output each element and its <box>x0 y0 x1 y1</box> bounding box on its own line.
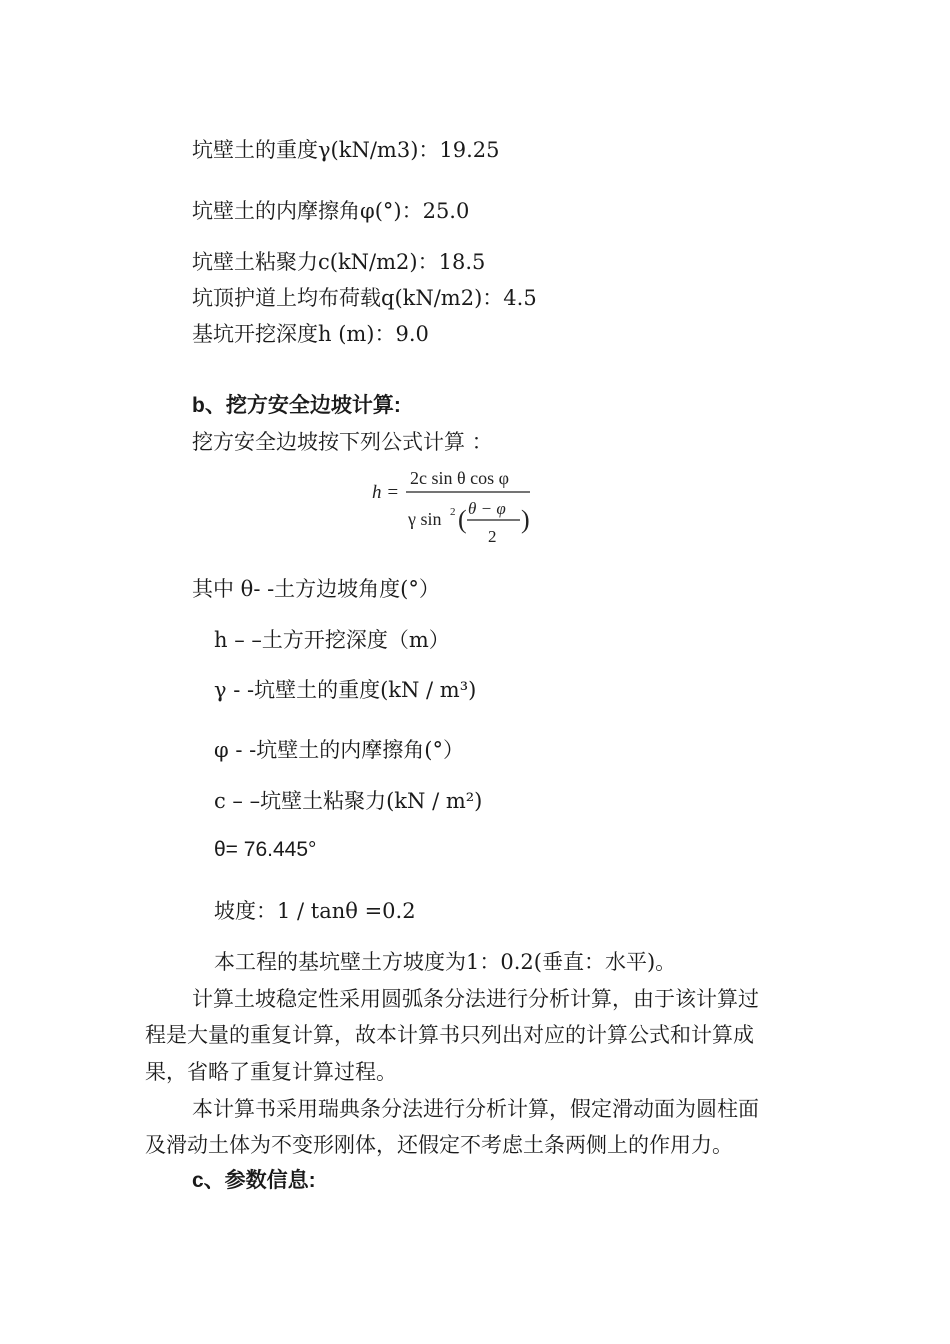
definition-c: c – –坑壁土粘聚力(kN / m²) <box>214 789 483 813</box>
paragraph-2-line-1: 本计算书采用瑞典条分法进行分析计算，假定滑动面为圆柱面 <box>192 1097 759 1121</box>
result-theta: θ= 76.445° <box>214 838 317 861</box>
formula-lhs: h = <box>372 482 400 503</box>
param-q: 坑顶护道上均布荷载q(kN/m2)：4.5 <box>192 286 537 310</box>
section-b-heading: b、挖方安全边坡计算: <box>192 394 401 417</box>
formula-denominator-prefix: γ sin <box>408 509 442 529</box>
param-gamma: 坑壁土的重度γ(kN/m3)：19.25 <box>192 138 500 162</box>
section-c-heading: c、参数信息: <box>192 1169 316 1192</box>
paragraph-1-line-2: 程是大量的重复计算，故本计算书只列出对应的计算公式和计算成 <box>145 1023 754 1047</box>
param-phi: 坑壁土的内摩擦角φ(°)：25.0 <box>192 199 470 223</box>
definition-phi: φ - -坑壁土的内摩擦角(°） <box>214 738 464 762</box>
formula-paren-right: ) <box>521 505 530 534</box>
formula-paren-left: ( <box>458 505 467 534</box>
formula-power: 2 <box>450 506 456 518</box>
paragraph-1-line-3: 果，省略了重复计算过程。 <box>145 1060 397 1084</box>
formula-numerator: 2c sin θ cos φ <box>410 468 509 488</box>
slope-formula <box>370 462 540 552</box>
paragraph-2-line-2: 及滑动土体为不变形刚体，还假定不考虑土条两侧上的作用力。 <box>145 1133 733 1157</box>
formula-inner-numerator: θ − φ <box>468 499 506 518</box>
result-slope: 坡度：1 / tanθ =0.2 <box>214 899 416 923</box>
section-b-intro: 挖方安全边坡按下列公式计算 ： <box>192 430 493 454</box>
definition-theta: 其中 θ- -土方边坡角度(°） <box>192 577 440 601</box>
param-c: 坑壁土粘聚力c(kN/m2)：18.5 <box>192 250 486 274</box>
definition-gamma: γ - -坑壁土的重度(kN / m³) <box>214 678 477 702</box>
definition-h: h – –土方开挖深度（m） <box>214 628 450 652</box>
param-h: 基坑开挖深度h (m)：9.0 <box>192 322 429 346</box>
paragraph-1-line-1: 计算土坡稳定性采用圆弧条分法进行分析计算，由于该计算过 <box>192 987 759 1011</box>
result-project-slope: 本工程的基坑壁土方坡度为1：0.2(垂直：水平)。 <box>214 950 677 974</box>
formula-inner-denominator: 2 <box>488 527 497 546</box>
